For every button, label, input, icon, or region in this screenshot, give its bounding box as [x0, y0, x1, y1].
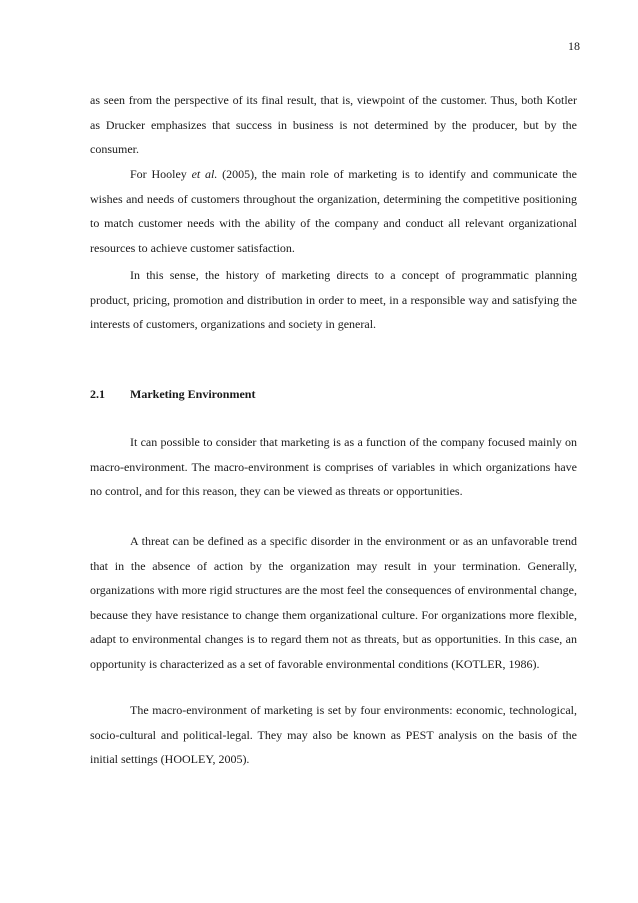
paragraph-5: A threat can be defined as a specific disorder in the environment or as an unfavorable trend that in the absence of action by the organization may result in your termination. Generally, organizations with more rigid structures are the most feel the consequences of environmental change, because they have resistance to change them organizational culture. For organizations more flexible, adapt to environmental changes is to regard them not as threats, but as opportunities. In this case, an opportunity is characterized as a set of favorable environmental conditions (KOTLER, 1986). — [90, 534, 577, 671]
section-heading — [90, 382, 577, 406]
paragraph-2-text-start: For Hooley — [130, 167, 192, 181]
section-number: 2.1 — [90, 387, 105, 401]
paragraph-2 — [90, 162, 577, 260]
page-number: 18 — [568, 39, 580, 53]
paragraph-1: as seen from the perspective of its final result, that is, viewpoint of the customer. Thus, both Kotler as Drucker emphasizes that success in business is not determined by the producer, but by the consumer. — [90, 93, 577, 157]
paragraph-2-citation-italic: et al. — [191, 167, 218, 181]
paragraph-6: The macro-environment of marketing is set by four environments: economic, technological, socio-cultural and political-legal. They may also be known as PEST analysis on the basis of the initial settings (HOOLEY, 2005). — [90, 703, 577, 767]
paragraph-3: In this sense, the history of marketing directs to a concept of programmatic planning product, pricing, promotion and distribution in order to meet, in a responsible way and satisfying the interests of customers, organizations and society in general. — [90, 268, 577, 332]
paragraph-2-text-end: (2005), the main role of marketing is to identify and communicate the wishes and needs of customers throughout the organization, determining the competitive positioning to match customer needs with the ability of the company and conduct all relevant organizational resources to achieve customer satisfaction. — [90, 167, 577, 255]
paragraph-4: It can possible to consider that marketing is as a function of the company focused mainly on macro-environment. The macro-environment is comprises of variables in which organizations have no control, and for this reason, they can be viewed as threats or opportunities. — [90, 435, 577, 499]
section-title: Marketing Environment — [130, 387, 256, 401]
